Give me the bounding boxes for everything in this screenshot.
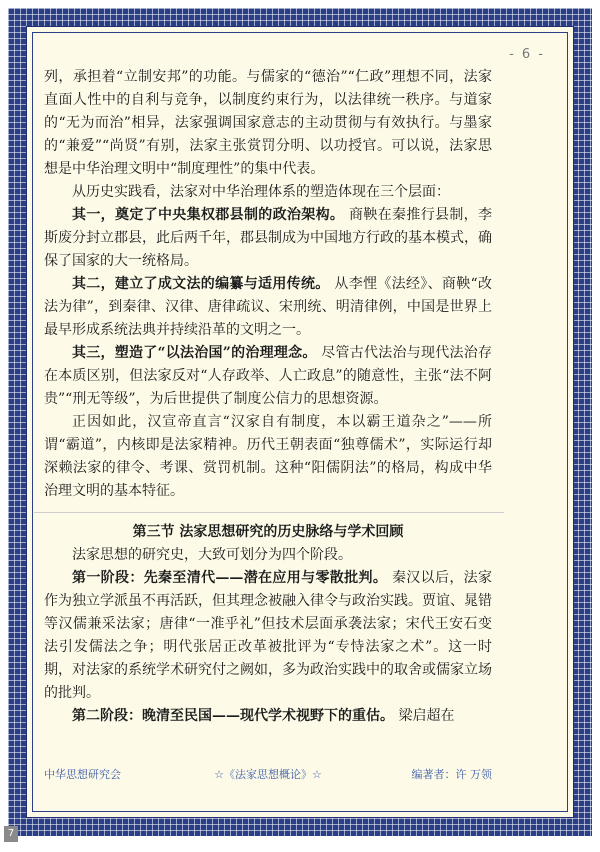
paragraph-point-three	[44, 342, 492, 411]
paragraph-stage-one	[44, 567, 492, 705]
point-one-text: 商鞅在秦推行县制，李斯废分封立郡县，此后两千年，郡县制成为中国地方行政的基本模式，确保了国家的大一统格局。	[44, 207, 493, 269]
paragraph-point-two	[44, 273, 492, 342]
paragraph-continuation: 列，承担着“立制安邦”的功能。与儒家的“德治”“仁政”理想不同，法家直面人性中的自利与竞争，以制度约束行为，以法律统一秩序。与道家的“无为而治”相异，法家强调国家意志的主动贯彻与有效执行。与墨家的“兼爱”“尚贤”有别，法家主张赏罚分明、以功授官。可以说，法家思想是中华治理文明中“制度理性”的集中代表。	[44, 69, 492, 177]
stage-one-text: 秦汉以后，法家作为独立学派虽不再活跃，但其理念被融入律令与政治实践。贾谊、晁错等汉儒兼采法家；唐律“一准乎礼”但技术层面承袭法家；宋代王安石变法引发儒法之争；明代张居正改革被批评为“专恃法家之术”。这一时期，对法家的系统学术研究付之阙如，多为政治实践中的取舍或儒家立场的批判。	[44, 570, 493, 701]
paragraph-point-one	[44, 204, 492, 273]
point-two-heading: 其二，建立了成文法的编纂与适用传统。	[72, 276, 330, 292]
stage-two-heading: 第二阶段：晚清至民国——现代学术视野下的重估。	[72, 708, 394, 724]
stage-one-heading: 第一阶段：先秦至清代——潜在应用与零散批判。	[72, 570, 388, 586]
paragraph-stage-two	[44, 705, 492, 728]
paragraph-stages-intro: 法家思想的研究史，大致可划分为四个阶段。	[72, 547, 352, 563]
section-title: 第三节 法家思想研究的历史脉络与学术回顾	[132, 524, 404, 540]
viewer-page-badge: 7	[4, 826, 18, 842]
paragraph-conclusion: 正因如此，汉宣帝直言“汉家自有制度，本以霸王道杂之”——所谓“霸道”，内核即是法家精神。历代王朝表面“独尊儒术”，实际运行却深赖法家的律令、考课、赏罚机制。这种“阳儒阴法”的格局，构成中华治理文明的基本特征。	[44, 414, 492, 499]
body-text	[44, 66, 492, 728]
footer-organization: 中华思想研究会	[44, 768, 121, 781]
page-footer	[44, 766, 492, 786]
point-two-text: 从李悝《法经》、商鞅“改法为律”，到秦律、汉律、唐律疏议、宋刑统、明清律例，中国是世界上最早形成系统法典并持续沿革的文明之一。	[44, 276, 492, 338]
footer-author: 编著者：许 万领	[411, 768, 492, 781]
paragraph-intro-three-levels: 从历史实践看，法家对中华治理体系的塑造体现在三个层面：	[72, 184, 450, 200]
point-three-text: 尽管古代法治与现代法治存在本质区别，但法家反对“人存政举、人亡政息”的随意性，主张“法不阿贵”“刑无等级”，为后世提供了制度公信力的思想资源。	[44, 345, 493, 407]
point-three-heading: 其三，塑造了“以法治国”的治理理念。	[72, 345, 317, 361]
point-one-heading: 其一，奠定了中央集权郡县制的政治架构。	[72, 207, 345, 223]
section-divider	[34, 512, 504, 513]
page-number: - 6 -	[509, 47, 545, 62]
footer-book-title: ☆《法家思想概论》☆	[214, 768, 322, 781]
stage-two-text: 梁启超在	[398, 708, 455, 724]
